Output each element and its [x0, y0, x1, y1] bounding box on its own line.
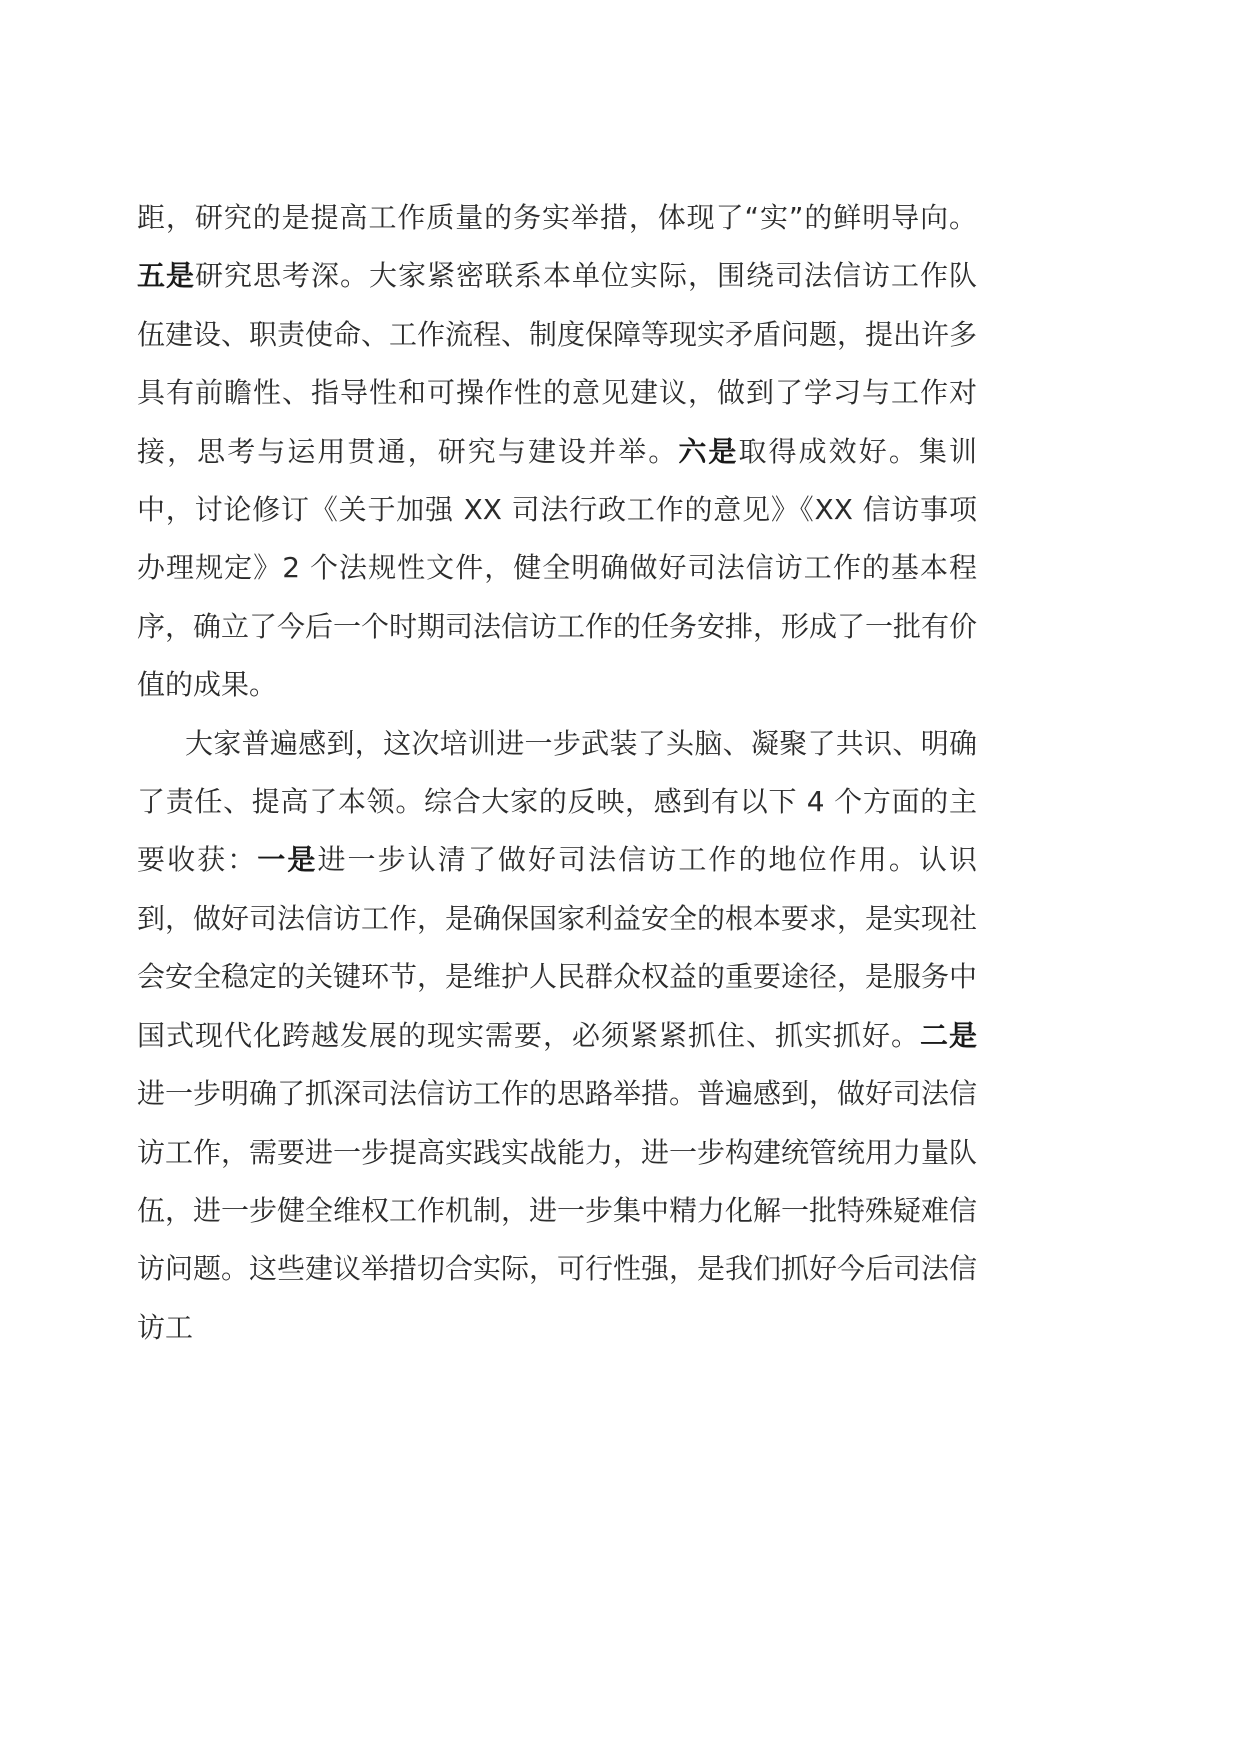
paragraph-continued — [137, 189, 977, 715]
body-text: 研究思考深。大家紧密联系本单位实际，围绕司法信访工作队伍建设、职责使命、工作流程、制度保障等现实矛盾问题，提出许多具有前瞻性、指导性和可操作性的意见建议，做到了学习与工作对接，思考与运用贯通，研究与建设并举。 — [137, 259, 978, 468]
paragraph-harvest — [137, 715, 977, 1357]
bold-marker-six: 六是 — [678, 434, 739, 468]
bold-marker-five: 五是 — [137, 259, 195, 293]
bold-marker-two: 二是 — [919, 1018, 977, 1052]
body-text: 距，研究的是提高工作质量的务实举措，体现了“实”的鲜明导向。 — [137, 201, 977, 234]
body-text: 取得成效好。集训中，讨论修订《关于加强 XX 司法行政工作的意见》《XX 信访事项办理规定》2 个法规性文件，健全明确做好司法信访工作的基本程序，确立了今后一个时期司法信访工作的任务安排，形成了一批有价值的成果。 — [137, 434, 978, 702]
bold-marker-one: 一是 — [257, 843, 318, 877]
body-text: 大家普遍感到，这次培训进一步武装了头脑、凝聚了共识、明确了责任、提高了本领。综合大家的反映，感到有以下 4 个方面的主要收获： — [137, 726, 977, 877]
document-body — [137, 189, 977, 1357]
body-text: 进一步明确了抓深司法信访工作的思路举措。普遍感到，做好司法信访工作，需要进一步提高实践实战能力，进一步构建统管统用力量队伍，进一步健全维权工作机制，进一步集中精力化解一批特殊疑难信访问题。这些建议举措切合实际，可行性强，是我们抓好今后司法信访工 — [137, 1077, 978, 1344]
body-text: 进一步认清了做好司法信访工作的地位作用。认识到，做好司法信访工作，是确保国家利益安全的根本要求，是实现社会安全稳定的关键环节，是维护人民群众权益的重要途径，是服务中国式现代化跨越发展的现实需要，必须紧紧抓住、抓实抓好。 — [137, 843, 978, 1052]
